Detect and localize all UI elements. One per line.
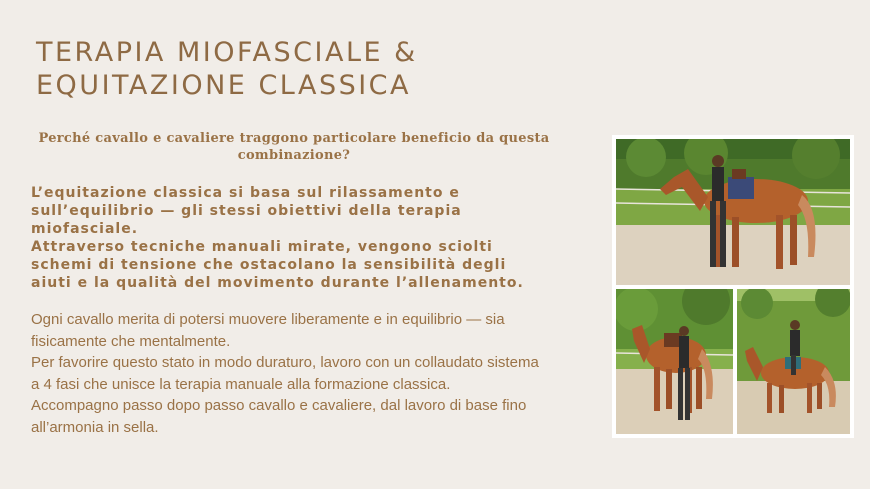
intro-paragraph xyxy=(31,184,551,292)
page-title xyxy=(36,36,418,102)
horse-riding-photo xyxy=(737,289,850,434)
method-line-2: Per favorire questo stato in modo duraturo, lavoro con un collaudato sistema a 4 fasi che unisce la terapia manuale alla formazione classica. xyxy=(31,354,539,393)
intro-line-2: Attraverso tecniche manuali mirate, vengono sciolti schemi di tensione che ostacolano la sensibilità degli aiuti e la qualità del movimento durante l’allenamento. xyxy=(31,239,524,291)
method-line-3: Accompagno passo dopo passo cavallo e cavaliere, dal lavoro di base fino all’armonia in sella. xyxy=(31,397,527,436)
title-line-1: TERAPIA MIOFASCIALE & xyxy=(36,37,418,68)
intro-line-1: L’equitazione classica si basa sul rilassamento e sull’equilibrio — gli stessi obiettivi della terapia miofasciale. xyxy=(31,185,462,237)
horse-in-hand-work-photo xyxy=(616,139,850,285)
method-paragraph xyxy=(31,309,551,438)
method-line-1: Ogni cavallo merita di potersi muovere liberamente e in equilibrio — sia fisicamente che mentalmente. xyxy=(31,311,505,350)
title-line-2: EQUITAZIONE CLASSICA xyxy=(36,70,412,101)
question-subtitle: Perché cavallo e cavaliere traggono particolare beneficio da questa combinazione? xyxy=(38,131,550,163)
photo-gallery xyxy=(612,135,854,438)
horse-groundwork-photo xyxy=(616,289,733,434)
